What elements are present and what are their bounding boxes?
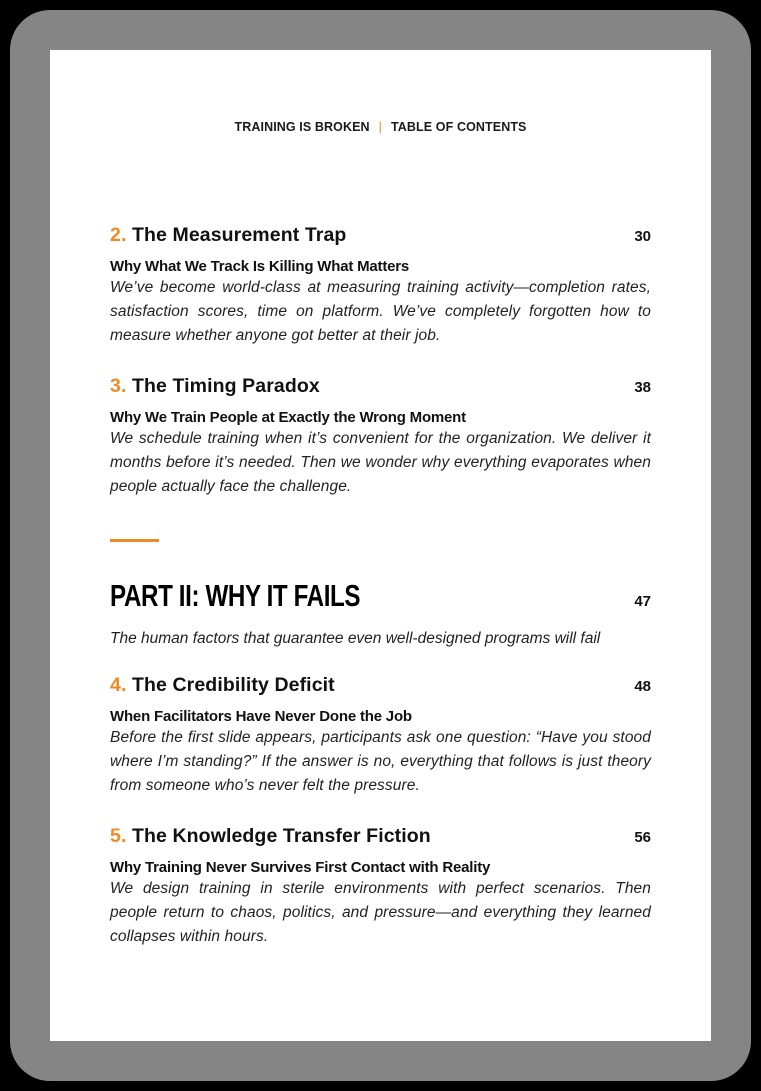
part-page-number: 47 [634,593,651,610]
chapter-title: The Timing Paradox [132,375,320,397]
book-title: TRAINING IS BROKEN [234,120,370,134]
document-page [50,50,711,1041]
chapter-number: 5. [110,825,127,847]
toc-entry-part-2[interactable] [110,578,651,614]
toc-entry-chapter-2[interactable] [110,224,651,348]
chapter-heading [110,224,346,247]
section-title: TABLE OF CONTENTS [391,120,527,134]
chapter-description: We’ve become world-class at measuring training activity—completion rates, satisfaction scores, time on platform. We’ve completely forgotten how to measure whether anyone got better at their job. [110,279,651,344]
chapter-page-number: 38 [634,379,651,396]
part-description: The human factors that guarantee even well-designed programs will fail [110,630,601,647]
chapter-title: The Measurement Trap [132,224,347,246]
chapter-heading [110,674,335,697]
chapter-description: Before the first slide appears, participants ask one question: “Have you stood where I’m standing?” If the answer is no, everything that follows is just theory from someone who’s never felt the pressure. [110,729,651,794]
chapter-number: 4. [110,674,127,696]
part-title: PART II: WHY IT FAILS [110,578,361,613]
chapter-page-number: 30 [634,228,651,245]
chapter-subtitle: Why Training Never Survives First Contact with Reality [110,859,491,876]
accent-divider [110,539,159,542]
chapter-number: 3. [110,375,127,397]
chapter-subtitle: When Facilitators Have Never Done the Job [110,708,412,725]
toc-entry-chapter-3[interactable] [110,375,651,499]
chapter-page-number: 48 [634,678,651,695]
running-header [50,120,711,134]
toc-entry-chapter-5[interactable] [110,825,651,949]
header-separator: | [378,120,382,134]
chapter-title: The Knowledge Transfer Fiction [132,825,431,847]
chapter-number: 2. [110,224,127,246]
chapter-heading [110,825,431,848]
chapter-page-number: 56 [634,829,651,846]
chapter-description: We schedule training when it’s convenient for the organization. We deliver it months before it’s needed. Then we wonder why everything evaporates when people actually face the challenge. [110,430,651,495]
toc-entry-chapter-4[interactable] [110,674,651,798]
chapter-description: We design training in sterile environments with perfect scenarios. Then people return to chaos, politics, and pressure—and everything they learned collapses within hours. [110,880,651,945]
chapter-heading [110,375,320,398]
chapter-subtitle: Why What We Track Is Killing What Matters [110,258,410,275]
chapter-subtitle: Why We Train People at Exactly the Wrong Moment [110,409,466,426]
chapter-title: The Credibility Deficit [132,674,335,696]
